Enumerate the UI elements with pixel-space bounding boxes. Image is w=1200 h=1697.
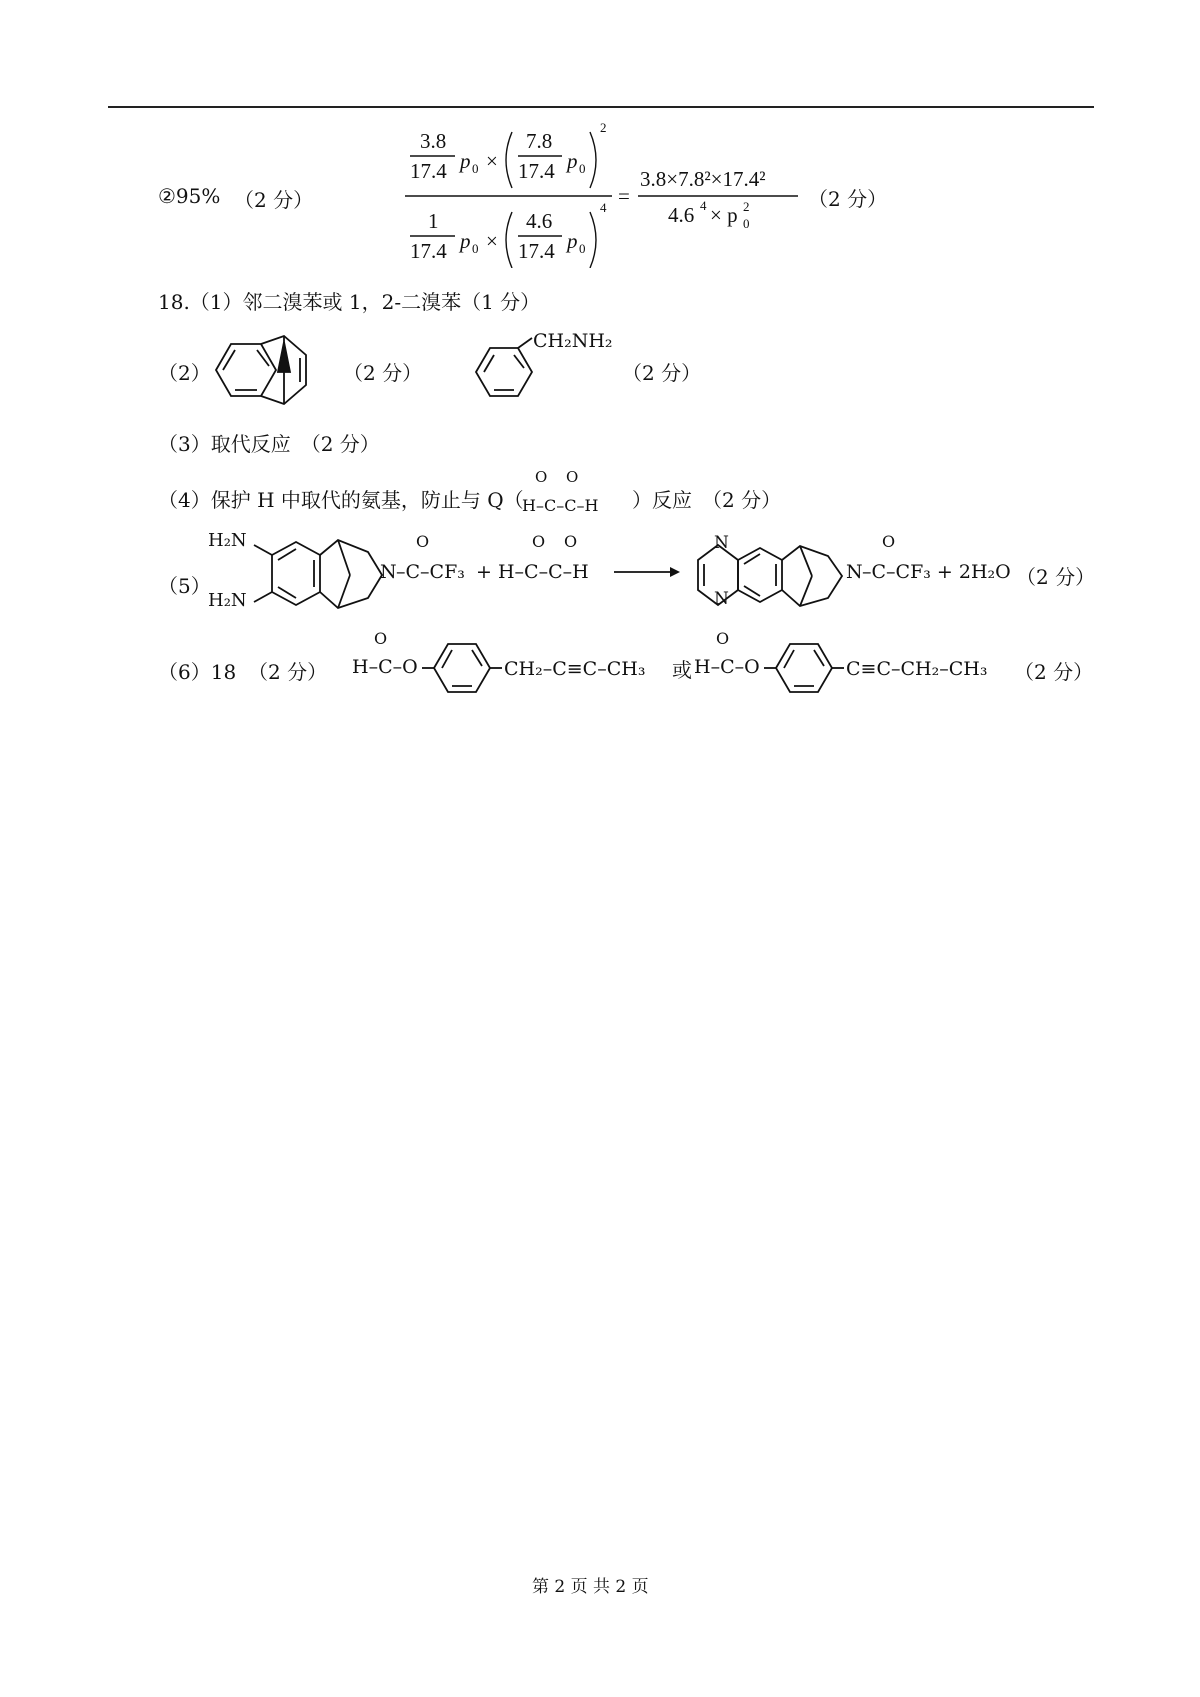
q18-part5-o-g2: O — [564, 532, 578, 551]
q18-part6-o-b: O — [716, 629, 730, 648]
q18-part2-group: CH₂NH₂ — [533, 330, 613, 352]
svg-text:4: 4 — [600, 200, 607, 215]
q18-part6-ester-b: H–C–O — [694, 656, 760, 678]
q18-part4-tail: ）反应 （2 分） — [632, 488, 782, 512]
svg-text:× p: × p — [710, 203, 738, 227]
benzene-ring-b-icon — [762, 636, 852, 700]
q18-part3: （3）取代反应 （2 分） — [158, 432, 380, 456]
q18-part5-label: （5） — [158, 574, 211, 598]
reaction-arrow — [612, 562, 682, 582]
svg-text:17.4: 17.4 — [410, 239, 447, 263]
q18-part5-prod-n3: N — [846, 561, 863, 583]
svg-text:17.4: 17.4 — [410, 159, 447, 183]
svg-text:p: p — [460, 149, 471, 173]
svg-text:0: 0 — [579, 161, 586, 176]
score-label-2: （2 分） — [808, 187, 888, 211]
q18-part5-prod-n2: N — [714, 589, 729, 609]
svg-text:7.8: 7.8 — [526, 129, 553, 153]
q18-part6-o-a: O — [374, 629, 388, 648]
svg-text:4.6: 4.6 — [668, 203, 695, 227]
q18-part5-prod-n1: N — [714, 533, 729, 553]
q18-part4-glyoxal: H–C–C–H — [522, 496, 599, 515]
q18-part5-prod-tail: –C–CF₃ + 2H₂O — [862, 561, 1011, 583]
q18-part6-chain-b: C≡C–CH₂–CH₃ — [846, 658, 988, 680]
rhs-numerator: 3.8×7.8²×17.4² — [640, 167, 766, 191]
q18-part2-label: （2） — [158, 361, 211, 385]
svg-text:1: 1 — [428, 209, 439, 233]
svg-text:0: 0 — [579, 241, 586, 256]
q18-part5-prod-o: O — [882, 532, 896, 551]
svg-text:0: 0 — [472, 241, 479, 256]
svg-text:p: p — [567, 229, 578, 253]
benzonorbornadiene-structure — [206, 330, 326, 410]
svg-text:=: = — [618, 184, 630, 208]
q18-part5-glyoxal: + H–C–C–H — [476, 561, 589, 583]
svg-text:4: 4 — [700, 198, 707, 213]
q18-part6-chain-a: CH₂–C≡C–CH₃ — [504, 658, 646, 680]
svg-text:2: 2 — [600, 120, 607, 135]
svg-text:4.6: 4.6 — [526, 209, 553, 233]
q18-part6-score2: （2 分） — [1014, 660, 1094, 684]
svg-text:17.4: 17.4 — [518, 159, 555, 183]
page-footer: 第 2 页 共 2 页 — [532, 1577, 649, 1597]
q18-part6-label: （6）18 — [158, 660, 237, 684]
q18-part5-o-acyl: O — [416, 532, 430, 551]
q18-part5-cf3: –C–CF₃ — [396, 561, 465, 583]
svg-text:p: p — [460, 229, 471, 253]
q18-part2-score1: （2 分） — [343, 361, 423, 385]
frac-num: 3.8 — [420, 129, 447, 153]
q18-part6-score1: （2 分） — [248, 660, 328, 684]
q18-part4-o1: O — [535, 468, 548, 486]
q18-part5-n: N — [380, 561, 397, 583]
q18-part5-nh2-top: H₂N — [208, 530, 247, 551]
header-rule — [108, 106, 1094, 108]
svg-text:0: 0 — [743, 216, 750, 231]
answer-item-2: ②95% — [158, 184, 221, 208]
svg-text:17.4: 17.4 — [518, 239, 555, 263]
q18-part6-ester-a: H–C–O — [352, 656, 418, 678]
benzene-ring-a-icon — [420, 636, 510, 700]
score-label: （2 分） — [234, 188, 314, 212]
q18-part2-score2: （2 分） — [622, 361, 702, 385]
q18-part5-score: （2 分） — [1016, 565, 1096, 589]
svg-text:×: × — [486, 149, 498, 173]
svg-text:p: p — [567, 149, 578, 173]
q18-part5-o-g1: O — [532, 532, 546, 551]
svg-text:0: 0 — [472, 161, 479, 176]
q18-part1: 18.（1）邻二溴苯或 1，2-二溴苯（1 分） — [158, 290, 541, 314]
svg-text:2: 2 — [743, 199, 750, 214]
svg-text:×: × — [486, 229, 498, 253]
q18-part4-text: （4）保护 H 中取代的氨基，防止与 Q（ — [158, 488, 524, 512]
benzene-ring-icon — [470, 330, 540, 410]
q18-part5-nh2-bottom: H₂N — [208, 590, 247, 611]
q18-part6-or: 或 — [672, 658, 692, 682]
q18-part4-o2: O — [566, 468, 579, 486]
